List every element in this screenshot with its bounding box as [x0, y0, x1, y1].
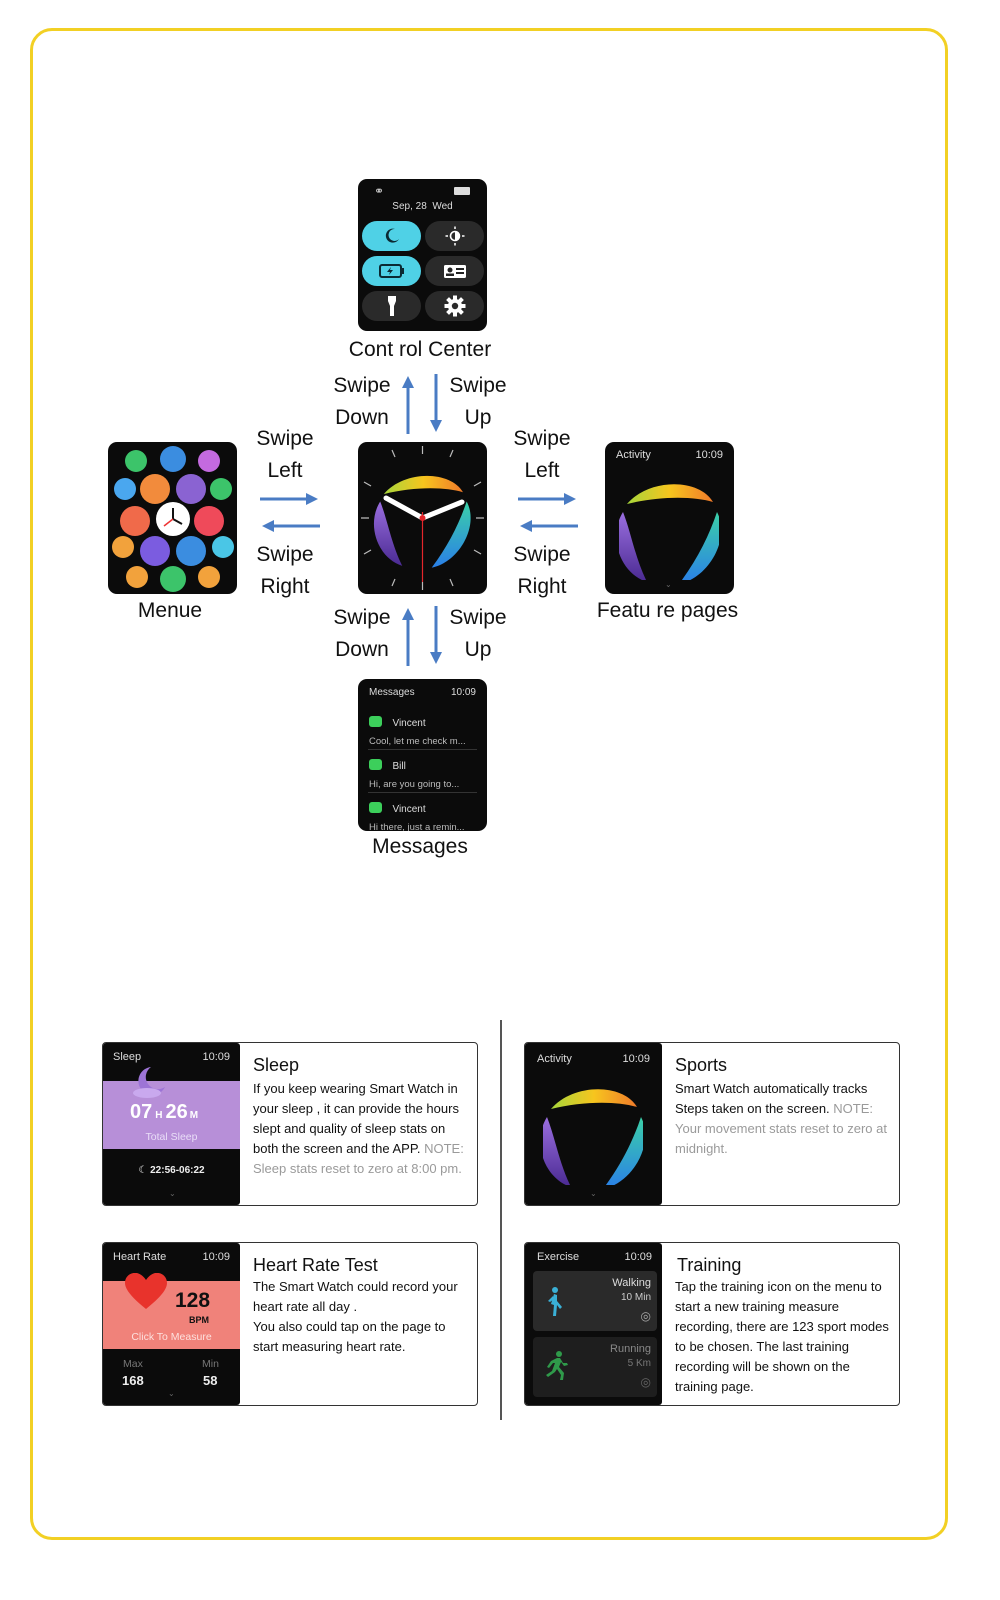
app-icon[interactable] — [194, 506, 224, 536]
app-icon[interactable] — [160, 566, 186, 592]
total-sleep-label: Total Sleep — [145, 1131, 198, 1143]
chevron-down-icon: ⌄ — [168, 1389, 175, 1398]
swipe-word: Swipe — [256, 543, 314, 566]
swipe-word: Swipe — [513, 543, 571, 566]
control-center-caption: Cont rol Center — [348, 338, 492, 361]
card-title: Sports — [675, 1055, 728, 1075]
activity-screen — [525, 1043, 662, 1205]
max-value: 168 — [122, 1373, 144, 1388]
power-saving-button[interactable] — [362, 256, 421, 286]
flashlight-icon — [386, 295, 398, 317]
chevron-down-icon: ⌄ — [169, 1189, 176, 1198]
cc-date-day: 28 — [415, 201, 427, 212]
arrow-down-icon — [428, 606, 444, 666]
card-description: Tap the training icon on the menu to start a new training measure recording, there are 123 sport modes to be chosen. The last training recording will be shown on the training page. — [675, 1279, 889, 1394]
swipe-right-label-right — [502, 539, 582, 603]
message-item[interactable] — [369, 756, 481, 790]
app-icon[interactable] — [176, 474, 206, 504]
card-title: Sleep — [253, 1055, 300, 1075]
screen-time: 10:09 — [450, 687, 476, 698]
bpm-value: 128 — [175, 1289, 211, 1312]
swipe-direction: Up — [464, 406, 492, 429]
cc-date — [358, 201, 487, 212]
sleep-duration — [130, 1101, 198, 1124]
swipe-left-label-left — [245, 423, 325, 487]
measure-panel[interactable] — [103, 1281, 240, 1349]
brightness-button[interactable] — [425, 221, 484, 251]
messages-screen — [358, 679, 487, 831]
message-item[interactable] — [369, 713, 481, 747]
swipe-word: Swipe — [333, 606, 391, 629]
control-center-screen — [358, 179, 487, 331]
sleep-range — [103, 1165, 240, 1176]
swipe-right-label-left — [245, 539, 325, 603]
card-title: Training — [677, 1255, 742, 1275]
swipe-direction: Right — [260, 575, 310, 598]
message-sender: Vincent — [392, 804, 426, 815]
app-icon[interactable] — [198, 450, 220, 472]
exercise-screen — [525, 1243, 662, 1405]
message-bubble-icon — [369, 802, 382, 813]
screen-time: 10:09 — [695, 449, 723, 461]
swipe-direction: Right — [517, 575, 567, 598]
chevron-down-icon: ⌄ — [665, 580, 672, 589]
card-description — [253, 1277, 468, 1357]
divider — [368, 749, 477, 750]
screen-title: Messages — [369, 687, 415, 698]
running-icon — [543, 1351, 569, 1381]
bpm-unit: BPM — [189, 1315, 209, 1325]
menu-screen — [108, 442, 237, 594]
swipe-word: Swipe — [256, 427, 314, 450]
swipe-word: Swipe — [513, 427, 571, 450]
app-icon[interactable] — [140, 474, 170, 504]
app-icon[interactable] — [120, 506, 150, 536]
message-preview: Cool, let me check m... — [369, 736, 466, 747]
minutes-unit: M — [189, 1110, 199, 1121]
card-body: If you keep wearing Smart Watch in your sleep , it can provide the hours slept and quality of sleep stats on both the screen and the APP. — [253, 1081, 459, 1156]
activity-rings-graphic — [543, 1075, 643, 1185]
message-bubble-icon — [369, 716, 382, 727]
activity-rings-graphic — [619, 470, 719, 580]
chevron-down-icon: ⌄ — [590, 1189, 597, 1198]
swipe-direction: Down — [335, 406, 389, 429]
app-icon[interactable] — [126, 566, 148, 588]
menu-caption: Menue — [137, 599, 203, 622]
app-icon[interactable] — [125, 450, 147, 472]
message-preview: Hi, are you going to... — [369, 779, 460, 790]
settings-button[interactable] — [425, 291, 484, 321]
cc-date-weekday: Wed — [432, 201, 453, 212]
column-divider — [500, 1020, 502, 1420]
app-icon[interactable] — [212, 536, 234, 558]
feature-pages-screen — [605, 442, 734, 594]
app-icon[interactable] — [198, 566, 220, 588]
screen-title: Sleep — [113, 1051, 142, 1063]
card-title: Heart Rate Test — [253, 1255, 378, 1275]
sports-card — [524, 1042, 900, 1206]
message-item[interactable] — [369, 799, 481, 831]
running-value: 5 Km — [627, 1358, 651, 1369]
app-icon[interactable] — [112, 536, 134, 558]
card-body: The Smart Watch could record your heart rate all day . — [253, 1279, 458, 1314]
gear-icon — [444, 295, 466, 317]
message-sender: Vincent — [392, 718, 426, 729]
swipe-word: Swipe — [333, 374, 391, 397]
running-tile[interactable] — [533, 1337, 657, 1397]
swipe-down-bottom-label — [322, 602, 402, 666]
app-icon[interactable] — [160, 446, 186, 472]
card-description — [253, 1079, 465, 1179]
max-label: Max — [123, 1358, 143, 1370]
sleep-minutes: 26 — [165, 1101, 188, 1123]
message-preview: Hi there, just a remin... — [369, 822, 465, 831]
messages-caption: Messages — [372, 835, 468, 858]
screen-time: 10:09 — [202, 1251, 230, 1263]
walking-icon — [545, 1287, 563, 1317]
swipe-word: Swipe — [449, 374, 507, 397]
arrow-left-icon — [260, 518, 320, 534]
swipe-direction: Down — [335, 638, 389, 661]
app-icon[interactable] — [210, 478, 232, 500]
swipe-word: Swipe — [449, 606, 507, 629]
running-label: Running — [610, 1343, 651, 1355]
training-card — [524, 1242, 900, 1406]
battery-saver-icon — [379, 264, 405, 278]
moon-small-icon: ☾ — [138, 1165, 148, 1176]
cc-date-month: Sep, — [392, 201, 413, 212]
card-note: NOTE: Your movement stats reset to zero at midnight. — [675, 1101, 887, 1156]
screen-time: 10:09 — [624, 1251, 652, 1263]
watch-face — [358, 442, 487, 594]
walking-tile[interactable] — [533, 1271, 657, 1331]
card-body: Smart Watch automatically tracks Steps taken on the screen. — [675, 1081, 868, 1116]
arrow-up-icon — [400, 606, 416, 666]
hours-unit: H — [155, 1110, 163, 1121]
card-button[interactable] — [425, 256, 484, 286]
message-bubble-icon — [369, 759, 382, 770]
heart-rate-card — [102, 1242, 478, 1406]
swipe-down-top-label — [322, 370, 402, 434]
arrow-right-icon — [260, 491, 320, 507]
watch-face-screen — [358, 442, 487, 594]
heart-rate-screen — [103, 1243, 240, 1405]
screen-title: Activity — [616, 449, 651, 461]
card-body-2: You also could tap on the page to start measuring heart rate. — [253, 1319, 446, 1354]
heart-icon — [125, 1273, 167, 1311]
sleep-screen — [103, 1043, 240, 1205]
clock-app-icon[interactable] — [156, 502, 190, 536]
target-icon: ◎ — [640, 1309, 651, 1323]
sleep-mode-button[interactable] — [362, 221, 421, 251]
screen-title: Activity — [537, 1053, 572, 1065]
swipe-up-bottom-label — [438, 602, 518, 666]
swipe-left-label-right — [502, 423, 582, 487]
moon-icon — [383, 227, 401, 245]
flashlight-button[interactable] — [362, 291, 421, 321]
min-label: Min — [202, 1358, 219, 1370]
sleep-range-value: 22:56-06:22 — [150, 1165, 205, 1176]
brightness-icon — [445, 226, 465, 246]
arrow-left-icon — [518, 518, 578, 534]
message-sender: Bill — [392, 761, 406, 772]
walking-value: 10 Min — [620, 1292, 651, 1303]
screen-title: Exercise — [537, 1251, 580, 1263]
divider — [368, 792, 477, 793]
sleep-hours: 07 — [130, 1101, 153, 1123]
moon-icon — [131, 1065, 171, 1099]
battery-icon — [454, 187, 470, 195]
swipe-direction: Up — [464, 638, 492, 661]
arrow-up-icon — [400, 374, 416, 434]
swipe-direction: Left — [267, 459, 303, 482]
screen-title: Heart Rate — [113, 1251, 167, 1263]
app-icon[interactable] — [114, 478, 136, 500]
link-icon: ⚭ — [374, 184, 385, 198]
swipe-direction: Left — [524, 459, 560, 482]
arrow-right-icon — [518, 491, 578, 507]
app-icon[interactable] — [140, 536, 170, 566]
arrow-down-icon — [428, 374, 444, 434]
app-icon[interactable] — [176, 536, 206, 566]
walking-label: Walking — [612, 1277, 651, 1289]
screen-time: 10:09 — [202, 1051, 230, 1063]
feature-pages-caption: Featu re pages — [596, 599, 739, 622]
card-note: NOTE: Sleep stats reset to zero at 8:00 pm. — [253, 1141, 464, 1176]
screen-time: 10:09 — [622, 1053, 650, 1065]
sleep-card — [102, 1042, 478, 1206]
clock-icon — [156, 502, 190, 536]
click-to-measure-label: Click To Measure — [131, 1331, 212, 1343]
min-value: 58 — [203, 1373, 218, 1388]
card-description — [675, 1079, 887, 1159]
id-card-icon — [443, 264, 467, 279]
sleep-summary-panel — [103, 1081, 240, 1149]
target-icon: ◎ — [640, 1375, 651, 1389]
